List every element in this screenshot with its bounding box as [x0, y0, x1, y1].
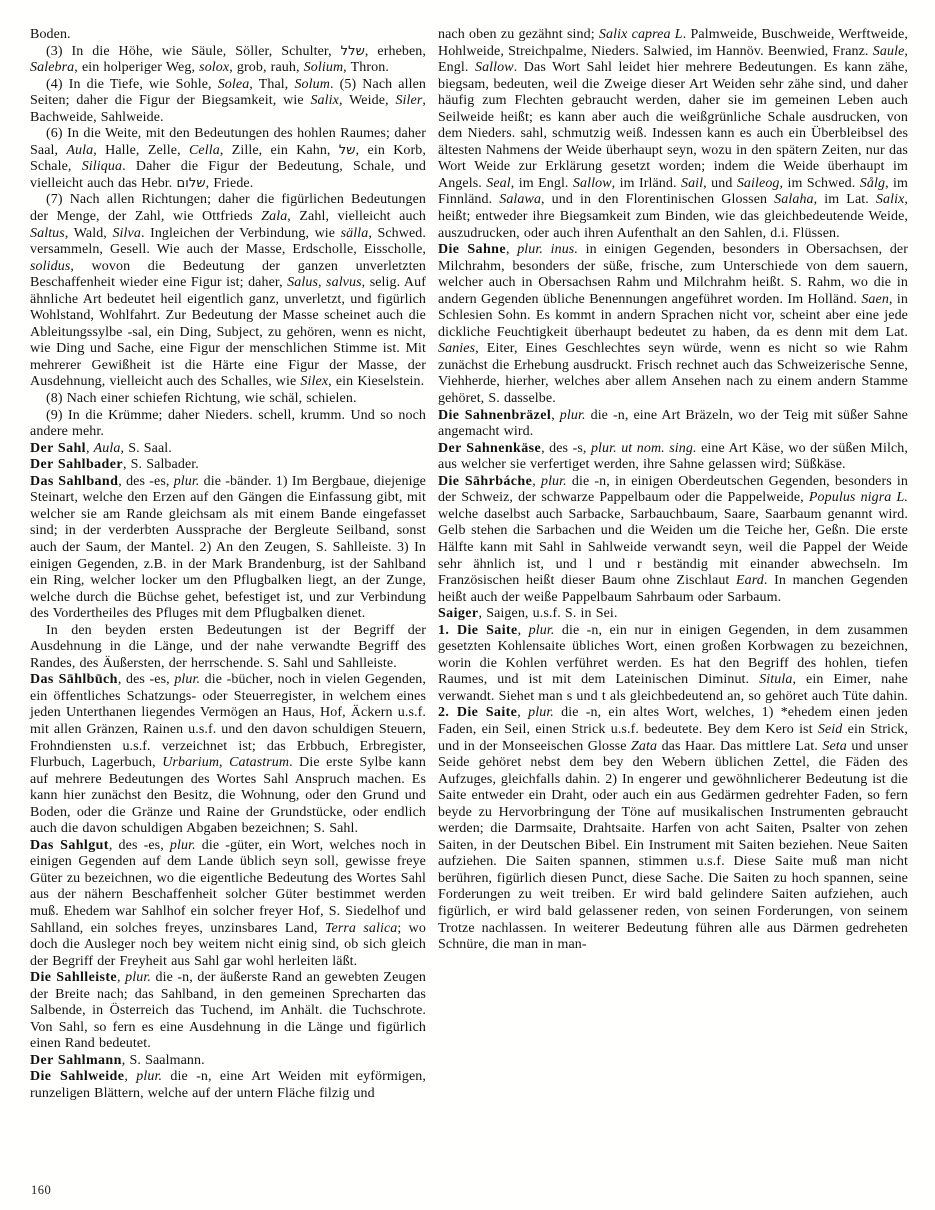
- text: , und in den Florentinischen Glossen: [541, 192, 775, 208]
- entry-die-sahne: [438, 242, 908, 407]
- text-column-left: [30, 27, 426, 1103]
- text: die -n, eine Art Weiden mit eyförmigen, runzeligen Blättern, welche auf der untern Fläche filzig und: [30, 1069, 426, 1101]
- entry-1-die-saite: [438, 623, 908, 706]
- text: ein Strick, und in der Monseeischen Glosse: [438, 721, 908, 754]
- text: ,: [85, 440, 94, 456]
- text: , Weide,: [338, 93, 396, 109]
- text: , Eiter, Eines Geschlechtes seyn würde, wenn es nicht so wie Rahm zunächst die Erhebung ausdruckt. Frisch rechnet auch das Schweizerische Senne, Viehherde, hierher, welches aber allem Ansehen nach zu einem andern Stamme gehöret, S. dasselbe.: [438, 341, 908, 407]
- text: , Wald,: [64, 225, 113, 241]
- text: ,: [551, 407, 560, 423]
- italic-text: plur.: [528, 622, 555, 638]
- italic-text: Sail: [680, 175, 704, 191]
- text: . Daher die Figur der Bedeutung, Schale, und vielleicht auch das Hebr.: [30, 159, 427, 191]
- italic-text: Saule: [872, 43, 905, 59]
- italic-text: Zala: [261, 209, 288, 225]
- italic-text: Catastrum: [229, 755, 290, 771]
- italic-text: Aula: [66, 142, 94, 158]
- text: , Friede.: [205, 175, 254, 191]
- text: die -n, eine Art Bräzeln, wo der Teig mit süßer Sahne angemacht wird.: [438, 407, 908, 440]
- text: , Saigen, u.s.f. S. in Sei.: [478, 606, 618, 622]
- bold-text: Saiger: [438, 606, 479, 622]
- text: (9) In die Krümme; daher Nieders. schell, krumm. Und so noch andere mehr.: [30, 407, 426, 440]
- bold-text: Das Sāhlbūch: [30, 672, 118, 688]
- italic-text: Populus nigra L.: [808, 490, 908, 506]
- bold-text: Der Sahnenkäse: [438, 440, 542, 456]
- bold-text: Der Sahl: [30, 440, 86, 456]
- text: (3) In die Höhe, wie Säule, Söller, Schulter,: [46, 43, 341, 59]
- text: , Thron.: [343, 60, 389, 76]
- entry-die-sahnenbraezel: [438, 408, 908, 441]
- entry-die-sahlweide: [30, 1069, 426, 1102]
- text: (8) Nach einer schiefen Richtung, wie schäl, schielen.: [46, 391, 357, 407]
- sense-4-5: [30, 77, 426, 127]
- text: die -n, ein nur in einigen Gegenden, in dem zusammen gesetzten Kohlensaite übliches Wort, einen großen Korbwagen zu bezeichnen, worin die Kohlen verführet werden. Es hat den Begriff des hohlen, tiefen Raumes, und ist mit dem Lateinischen Diminut.: [438, 622, 908, 688]
- entry-der-sahlbader: [30, 457, 426, 474]
- italic-text: Eard: [736, 573, 764, 589]
- text: nach oben zu gezähnt sind;: [438, 27, 599, 42]
- text: (7) Nach allen Richtungen; daher die figürlichen Bedeutungen der Menge, der Zahl, wie Ottfrieds: [30, 192, 426, 225]
- italic-text: sälla: [340, 225, 369, 241]
- bold-text: Die Sahlweide: [30, 1069, 125, 1085]
- italic-text: Seid: [817, 721, 843, 737]
- text: die -bänder. 1) Im Bergbaue, diejenige Steinart, welche den Erzen auf den Gängen die Einfassung gibt, mit welcher sie am Rande gleichsam als mit einem Bande eingefasset sind; in der verderbten Aussprache der Bergleute Seilband, sonst auch der Saum, der Mantel. 2) An den Zeugen, S. Sahlleiste. 3) In einigen Gegenden, z.B. in der Mark Brandenburg, ist der Sahlband ein Ring, welcher locker um den Pflugbalken liegt, an der Zunge, welche durch die Büchse gehet, befestiget ist, und zur Verbindung des Vordertheiles des Pfluges mit dem Pflugbalken dienet.: [30, 473, 426, 622]
- text: , ein Eimer, nahe verwandt. Siehet man s und t als gleichbedeutend an, so gehöret auch Tüte dahin.: [438, 672, 908, 704]
- entry-2-die-saite: [438, 705, 908, 953]
- text: , im Finnländ.: [438, 175, 909, 208]
- italic-text: Salix caprea L: [598, 27, 683, 42]
- text: . (5) Nach allen Seiten; daher die Figur der Biegsamkeit, wie: [30, 76, 427, 109]
- text: , Halle, Zelle,: [93, 142, 189, 158]
- text: , ein Korb, Schale,: [30, 142, 426, 175]
- sense-7: [30, 192, 426, 391]
- text: , in Schlesien Sohn. Es kommt in andern Sprachen nicht vor, scheint aber eine jede dickliche Feuchtigkeit überhaupt bedeutet zu haben, da es denn mit dem Lat.: [438, 291, 908, 340]
- italic-text: solox: [199, 60, 230, 76]
- italic-text: plur.: [173, 473, 200, 489]
- italic-text: plur.: [174, 672, 201, 688]
- sense-8: [30, 391, 426, 408]
- bold-text: Die Sāhrbáche: [438, 473, 533, 489]
- italic-text: Urbarium: [162, 755, 220, 771]
- entry-der-sahl: [30, 441, 426, 458]
- text: , des -es,: [118, 473, 174, 489]
- page-number: 160: [31, 1183, 52, 1197]
- text: , heißt; entweder ihre Biegsamkeit zum Binden, wie das gleichbedeutende Weide, auszudrucken, oder auch ihren Aufenthalt an den Sahlen, d.i. Flüssen.: [438, 192, 908, 241]
- text: ,: [517, 705, 529, 721]
- text: , und: [703, 175, 737, 191]
- italic-text: Solea: [217, 76, 250, 92]
- italic-text: plur.: [528, 705, 554, 721]
- text: Boden.: [30, 27, 71, 42]
- text: , S. Saalmann.: [121, 1052, 205, 1068]
- text: , selig. Auf ähnliche Art bedeutet heil eigentlich ganz, unverletzt, und figürlich Wohlstand, Wohlfahrt. Zur Bedeutung der Masse scheinet auch die Ableitungssylbe -sal, ein Ding, Subject, zu gehören, wenn es nicht, wie Ding und Sache, eine Figur der menschlichen Stimme ist. Mit mehrerer Gewißheit ist die Härte eine Figur der Masse, der Ausdehnung, vielleicht auch des Schalles, wie: [30, 275, 426, 390]
- bold-text: Der Sahlmann: [30, 1052, 122, 1068]
- italic-text: Salus: [287, 275, 318, 291]
- text: , S. Saal.: [120, 440, 172, 456]
- hebrew-text: של: [338, 142, 356, 158]
- text: , im Schwed.: [779, 175, 860, 191]
- text: ,: [517, 622, 529, 638]
- italic-text: Silex: [300, 374, 329, 390]
- italic-text: Seta: [822, 738, 847, 754]
- entry-das-sahlbuch: [30, 672, 426, 837]
- text: , S. Salbader.: [122, 457, 199, 473]
- bold-text: Die Sahne: [438, 242, 506, 258]
- text: eine Art Käse, wo der süßen Milch, aus welcher sie verfertiget werden, ihre Sahne gelassen wird; Süßkäse.: [438, 440, 908, 473]
- text: die -n, der äußerste Rand an gewebten Zeugen der Breite nach; das Sahlband, in den gemeinen Sprecharten das Salbende, in Österreich das Tuchend, im Anhält. die Tuchschrote. Von Sahl, so fern es eine Ausdehnung in die Länge und figürlich einen Rand bedeutet.: [30, 970, 427, 1052]
- text: ,: [117, 970, 126, 986]
- text: , Thal,: [249, 76, 295, 92]
- italic-text: Sålg: [859, 175, 886, 191]
- text: , erheben,: [364, 43, 426, 59]
- entry-der-sahlmann: [30, 1053, 426, 1070]
- text: , Bachweide, Sahlweide.: [30, 93, 426, 125]
- entry-saiger: [438, 606, 908, 623]
- entry-der-sahnenkaese: [438, 441, 908, 474]
- text: und unser Seide gehöret nebst dem bey den Webern üblichen Zettel, die Fäden des Aufzuges, gleichfalls dahin. 2) In engerer und gewöhnlicherer Bedeutung ist die Saite entweder ein Draht, oder auch ein aus Gedärmen gedrehter Faden, so fern beyde zu Hervorbringung der Töne auf musikalischen Instrumenten gebraucht werden; die Darmsaite, Drahtsaite. Harfen von acht Saiten, Psalter von zehen Saiten, in der Deutschen Bibel. Ein Instrument mit Saiten beziehen. Neue Saiten aufziehen. Die Saiten spannen, stimmen u.s.f. Diese Saite muß man nicht berühren, figürlich diesen Punct, diese Sache. Die Saiten zu hoch spannen, seine Forderungen zu weit treiben. Er wird bald gelindere Saiten aufziehen, auch figürlich, er wird bald gelassener reden, von seinen Forderungen, von seinem Trotze nachlassen. In weiterer Bedeutung führen alle aus Därmen gedreheten Schnüre, die man in man-: [438, 738, 908, 953]
- italic-text: plur.: [125, 970, 151, 986]
- text: , ein Kieselstein.: [328, 374, 425, 390]
- italic-text: Salix: [875, 192, 905, 208]
- entry-das-sahlgut: [30, 838, 426, 970]
- text: , grob, rauh,: [229, 60, 304, 76]
- note-sahlband: [30, 623, 426, 673]
- text: , des -es,: [117, 672, 175, 688]
- italic-text: Seal: [486, 175, 511, 191]
- text: ,: [505, 242, 518, 258]
- bold-text: Die Sahnenbräzel: [438, 407, 552, 423]
- italic-text: Salaha: [774, 192, 814, 208]
- italic-text: Situla: [759, 672, 793, 688]
- italic-text: Aula: [93, 440, 121, 456]
- bold-text: Das Sahlband: [30, 473, 119, 489]
- italic-text: Saileog: [736, 175, 780, 191]
- italic-text: Salebra: [30, 60, 75, 76]
- text: ,: [219, 755, 230, 771]
- text: . In manchen Gegenden heißt auch der weiße Pappelbaum Sahrbaum oder Sarbaum.: [438, 573, 908, 605]
- italic-text: Saen: [861, 291, 889, 307]
- bold-text: Das Sahlgut: [30, 837, 109, 853]
- bold-text: Die Sahlleiste: [30, 970, 118, 986]
- italic-text: Cella: [188, 142, 220, 158]
- text: . Die erste Sylbe kann auf mehrere Bedeutungen des Wortes Sahl Anspruch machen. Es kann hier zunächst den Besitz, die Wohnung, oder den Grund und Boden, oder die Gränze und Raine der Grundstücke, oder endlich auch die davon schuldigen Abgaben bezeichnen; S. Sahl.: [30, 755, 426, 837]
- bold-text: 1. Die Saite: [438, 622, 518, 638]
- text: die -güter, ein Wort, welches noch in einigen Gegenden auf dem Lande üblich seyn soll, gewisse freye Güter zu bezeichnen, wo die eigentliche Bedeutung des Wortes Sahl aus der nähern Beschaffenheit solcher Güter bestimmet werden muß. Ehedem war Sahlhof ein solcher freyer Hof, S. Siedelhof und Sahlland, ein solches freyes, unzinsbares Land,: [30, 837, 426, 936]
- text: In den beyden ersten Bedeutungen ist der Begriff der Ausdehnung in die Länge, und der nahe verwandte Begriff des Randes, des Äußersten, der herrschende. S. Sahl und Sahlleiste.: [30, 622, 426, 671]
- text: , des -es,: [108, 837, 170, 853]
- text: . Das Wort Sahl leidet hier mehrere Bedeutungen. Es kann zähe, biegsam, bedeuten, weil die Zweige dieser Art Weiden sehr zähe sind, und daher häufig zum Flechten gebraucht werden, daher sie im gemeinen Leben auch Seilweide heißt; es kann aber auch die weißgrünliche Schale ausdrucken, von dem Nieders. sahl, schmutzig weiß. Indessen kann es auch ein Überbleibsel des ältesten Nahmens der Weide überhaupt seyn, wozu in den spätern Zeiten, nur das Wort Weide zur Erklärung gesetzt worden; indem die Weide überhaupt im Angels.: [438, 60, 909, 191]
- italic-text: Solum: [294, 76, 330, 92]
- text: , ein holperiger Weg,: [74, 60, 200, 76]
- italic-text: Sanies: [438, 341, 476, 357]
- italic-text: plur.: [540, 473, 567, 489]
- italic-text: plur.: [136, 1069, 163, 1085]
- text: , wovon die Bedeutung der ganzen unverletzten Beschaffenheit wieder eine Figur ist; daher,: [30, 258, 426, 291]
- text: (6) In die Weite, mit den Bedeutungen des hohlen Raumes; daher Saal,: [30, 126, 426, 158]
- italic-text: plur.: [169, 837, 196, 853]
- text: (4) In die Tiefe, wie Sohle,: [46, 76, 218, 92]
- text: . Ingleichen der Verbindung, wie: [140, 225, 341, 241]
- italic-text: Solium: [303, 60, 344, 76]
- continuation-sahlweide: [438, 27, 908, 242]
- italic-text: Sallow: [572, 175, 612, 191]
- text: , Zille, ein Kahn,: [219, 142, 339, 158]
- text: , im Lat.: [813, 192, 876, 208]
- italic-text: solidus: [30, 258, 71, 274]
- entry-die-sahlleiste: [30, 970, 426, 1053]
- text: welche daselbst auch Sarbacke, Sarbauchbaum, Saare, Saarbaum genannt wird. Gelb stehen die Sarbachen und die Weiden um die Teiche her, Geßn. Die erste Hälfte kann mit Sahl in Sahlweide verwandt seyn, weil die Pappel der Weide sehr ähnlich ist, und l und r beständig mit einander abwechseln. Im Französischen heißt dieser Baum ohne Zischlaut: [438, 506, 908, 589]
- italic-text: Silva: [112, 225, 141, 241]
- bold-text: 2. Die Saite: [438, 705, 518, 721]
- sense-3: [30, 44, 426, 77]
- text: die -n, ein altes Wort, welches, 1) *ehedem einen jeden Faden, ein Seil, einen Strick u.s.f. bedeutete. Bey dem Kero ist: [438, 705, 908, 737]
- text: ; wo doch die Ausleger noch bey weitem nicht einig sind, ob sich gleich der Begriff der Freyheit aus Sahl gar wohl herleiten läßt.: [30, 920, 426, 969]
- italic-text: plur. ut nom. sing.: [590, 440, 697, 456]
- italic-text: Sallow: [474, 60, 514, 76]
- italic-text: Terra salica: [324, 920, 398, 936]
- text: , Engl.: [438, 43, 908, 76]
- text: , im Irländ.: [611, 175, 681, 191]
- text: . Palmweide, Buschweide, Werftweide, Hohlweide, Streichpalme, Nieders. Salwied, im Hannöv. Beenwied, Franz.: [438, 27, 908, 59]
- text: , im Engl.: [510, 175, 573, 191]
- text: die -bücher, noch in vielen Gegenden, ein öffentliches Schatzungs- oder Steuerregister, in welchem eines jeden Unterthanen liegendes Vermögen an Haus, Hof, Äckern u.s.f. mit allen Gränzen, Rainen u.s.f. und den davon schuldigen Steuern, Frohndiensten u.s.f. verzeichnet ist; das Erbbuch, Erbregister, Flurbuch, Lagerbuch,: [30, 672, 426, 771]
- entry-die-saehrbache: [438, 474, 908, 606]
- italic-text: Zata: [631, 738, 658, 754]
- italic-text: Salix: [310, 93, 339, 109]
- text: ,: [532, 473, 541, 489]
- sense-6: [30, 126, 426, 192]
- text: das Haar. Das mittlere Lat.: [657, 738, 823, 754]
- italic-text: salvus: [326, 275, 362, 291]
- continuation-boden: [30, 27, 426, 44]
- italic-text: plur.: [559, 407, 586, 423]
- text: ,: [318, 275, 327, 291]
- text: die -n, in einigen Oberdeutschen Gegenden, besonders in der Schweiz, der schwarze Pappelbaum oder die Pappelweide,: [438, 473, 909, 506]
- text: , des -s,: [541, 440, 591, 456]
- hebrew-text: שלל: [340, 43, 365, 59]
- hebrew-text: שלום: [176, 175, 206, 191]
- text-column-right: [438, 27, 908, 954]
- text: ,: [124, 1069, 137, 1085]
- text: , Schwed. versammeln, Gesell. Wie auch der Masse, Erdscholle, Eisscholle,: [30, 225, 427, 258]
- italic-text: Siliqua: [81, 159, 123, 175]
- sense-9: [30, 408, 426, 441]
- text: , Zahl, vielleicht auch: [287, 209, 426, 225]
- entry-das-sahlband: [30, 474, 426, 623]
- italic-text: Saltus: [30, 225, 65, 241]
- bold-text: Der Sahlbader: [30, 457, 123, 473]
- italic-text: Salawa: [499, 192, 542, 208]
- text: in einigen Gegenden, besonders in Obersachsen, der Milchrahm, besonders der süße, frische, zum Unterschiede von dem sauern, welcher auch in Obersachsen Rahm und Milchrahm heißt. S. Rahm, wo die in andern Gegenden übliche Benennungen angeführet worden. Im Holländ.: [438, 242, 908, 307]
- italic-text: plur. inus.: [517, 242, 578, 258]
- italic-text: Siler: [395, 93, 423, 109]
